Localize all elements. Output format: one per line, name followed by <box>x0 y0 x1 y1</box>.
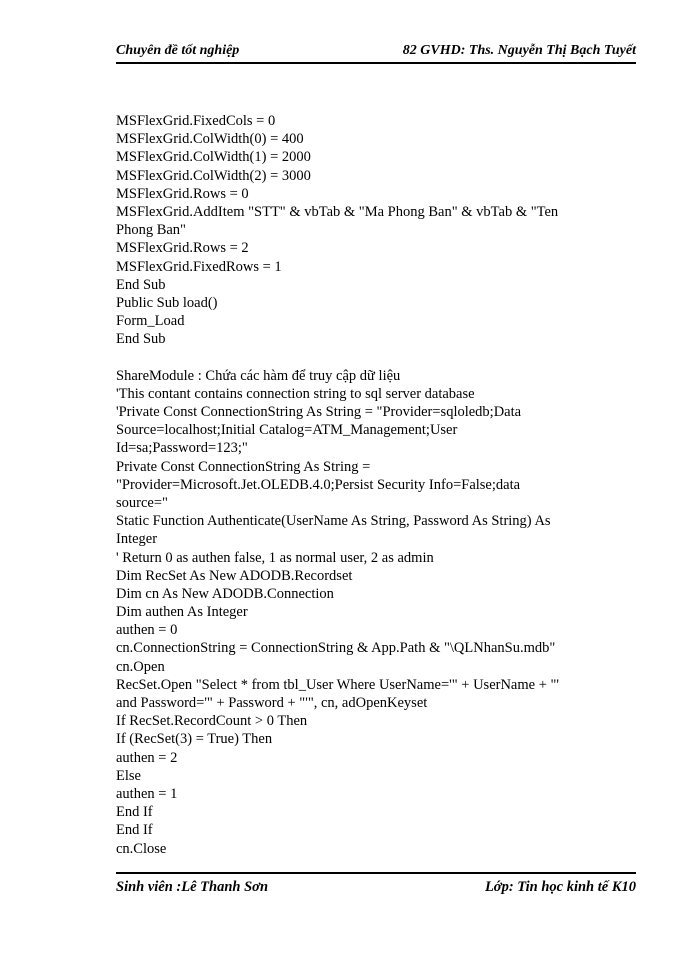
code-line <box>116 348 636 366</box>
code-line: ' Return 0 as authen false, 1 as normal user, 2 as admin <box>116 549 434 566</box>
code-line: Form_Load <box>116 313 185 330</box>
code-line: MSFlexGrid.FixedCols = 0 <box>116 113 276 129</box>
code-listing <box>116 112 636 858</box>
code-line: Dim cn As New ADODB.Connection <box>116 585 334 602</box>
code-line: 'Private Const ConnectionString As String = "Provider=sqloledb;Data <box>116 404 522 420</box>
code-line: cn.ConnectionString = ConnectionString & App.Path & "\QLNhanSu.mdb" <box>116 640 556 657</box>
code-line: authen = 0 <box>116 622 178 639</box>
code-line: Id=sa;Password=123;" <box>116 440 248 457</box>
code-line: authen = 1 <box>116 785 178 802</box>
header-left-text: Chuyên đề tốt nghiệp <box>116 43 240 58</box>
code-line: Else <box>116 767 141 784</box>
code-line: MSFlexGrid.Rows = 2 <box>116 240 249 257</box>
code-line: source=" <box>116 494 168 511</box>
code-line: Static Function Authenticate(UserName As String, Password As String) As <box>116 513 551 530</box>
code-line: Source=localhost;Initial Catalog=ATM_Management;User <box>116 422 458 439</box>
page-header <box>116 38 636 64</box>
code-line: MSFlexGrid.Rows = 0 <box>116 185 249 202</box>
code-line: authen = 2 <box>116 749 178 766</box>
code-line: cn.Close <box>116 840 167 857</box>
code-line: MSFlexGrid.ColWidth(1) = 2000 <box>116 149 311 166</box>
code-line: Phong Ban" <box>116 222 186 239</box>
footer-student-text: Sinh viên :Lê Thanh Sơn <box>116 879 269 895</box>
code-line: MSFlexGrid.ColWidth(2) = 3000 <box>116 167 311 184</box>
header-right-text: 82 GVHD: Ths. Nguyễn Thị Bạch Tuyết <box>402 43 636 58</box>
code-line: MSFlexGrid.FixedRows = 1 <box>116 258 282 275</box>
code-line: 'This contant contains connection string to sql server database <box>116 385 475 402</box>
code-line: Public Sub load() <box>116 294 218 311</box>
code-line: Dim RecSet As New ADODB.Recordset <box>116 567 353 584</box>
code-line: and Password='" + Password + "'", cn, adOpenKeyset <box>116 695 428 711</box>
code-line: MSFlexGrid.AddItem "STT" & vbTab & "Ma Phong Ban" & vbTab & "Ten <box>116 203 559 220</box>
code-line: MSFlexGrid.ColWidth(0) = 400 <box>116 131 304 148</box>
code-line: End If <box>116 822 153 839</box>
code-line: cn.Open <box>116 658 165 675</box>
code-line: ShareModule : Chứa các hàm để truy cập dữ liệu <box>116 367 401 384</box>
footer-class-text: Lớp: Tin học kinh tế K10 <box>484 879 636 895</box>
code-line: End If <box>116 804 153 821</box>
code-line: Integer <box>116 531 158 548</box>
page-footer <box>116 872 636 900</box>
code-line: Dim authen As Integer <box>116 604 248 621</box>
code-line: Private Const ConnectionString As String = <box>116 458 371 475</box>
code-line: "Provider=Microsoft.Jet.OLEDB.4.0;Persist Security Info=False;data <box>116 476 521 493</box>
code-line: End Sub <box>116 276 166 293</box>
code-line: End Sub <box>116 331 166 348</box>
code-line: RecSet.Open "Select * from tbl_User Where UserName='" + UserName + "' <box>116 676 560 693</box>
code-line: If (RecSet(3) = True) Then <box>116 731 273 748</box>
code-line: If RecSet.RecordCount > 0 Then <box>116 713 308 730</box>
